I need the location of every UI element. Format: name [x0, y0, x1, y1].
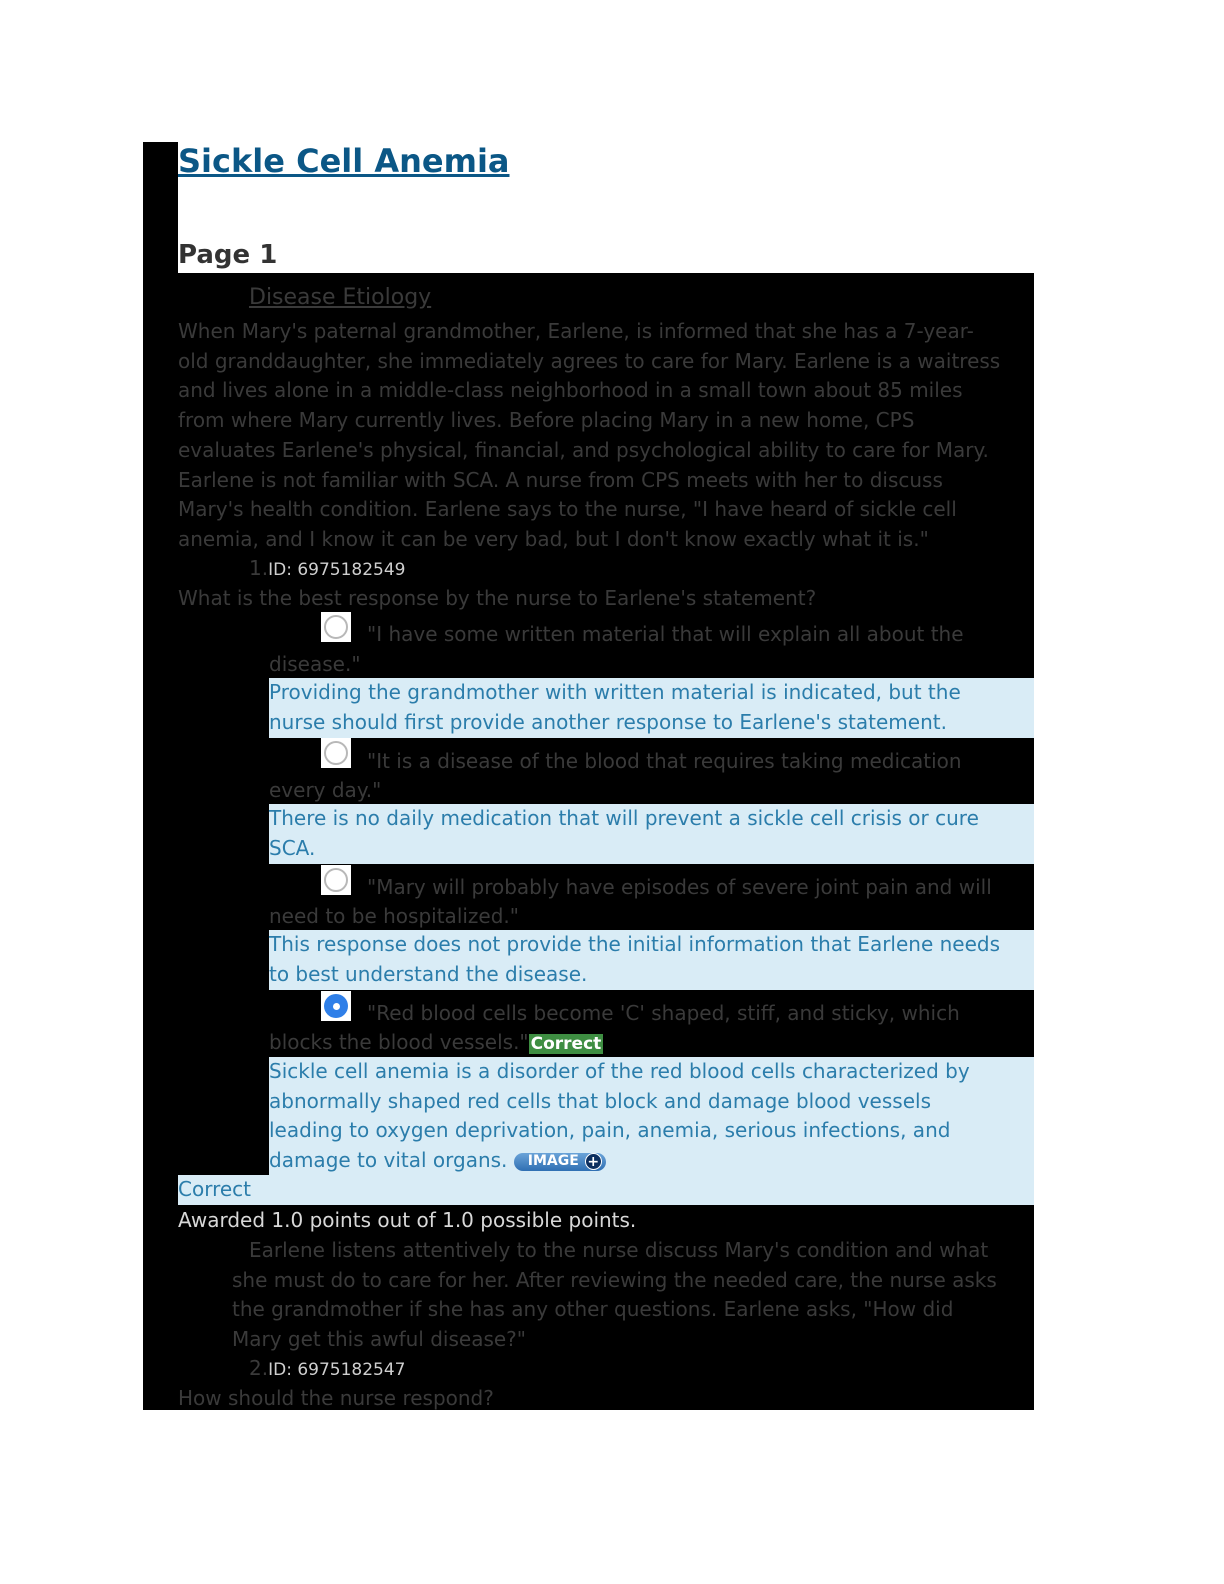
feedback-line: SCA.	[269, 835, 316, 860]
intro-line: Earlene is not familiar with SCA. A nurse from CPS meets with her to discuss	[178, 467, 943, 492]
scenario-line: Mary get this awful disease?"	[232, 1327, 526, 1352]
option-2-radio[interactable]	[321, 738, 351, 768]
option-1-radio[interactable]	[321, 612, 351, 642]
intro-paragraph	[178, 317, 1000, 555]
page-heading: Page 1	[178, 240, 278, 270]
feedback-line: damage to vital organs. IMAGE +	[269, 1146, 1034, 1176]
intro-line: and lives alone in a middle-class neighborhood in a small town about 85 miles	[178, 378, 963, 403]
intro-line: old granddaughter, she immediately agrees to care for Mary. Earlene is a waitress	[178, 348, 1001, 373]
intro-line: When Mary's paternal grandmother, Earlene, is informed that she has a 7-year-	[178, 319, 974, 343]
section-title: Disease Etiology	[249, 285, 432, 310]
points-awarded: Awarded 1.0 points out of 1.0 possible points.	[178, 1208, 637, 1232]
option-3-radio[interactable]	[321, 865, 351, 895]
option-4-text-end: blocks the blood vessels."	[269, 1030, 529, 1054]
intro-line: evaluates Earlene's physical, financial, and psychological ability to care for Mary.	[178, 437, 989, 462]
redaction-left-column	[143, 142, 178, 1410]
feedback-line: There is no daily medication that will prevent a sickle cell crisis or cure	[269, 806, 979, 830]
plus-icon: +	[585, 1153, 602, 1170]
correct-badge: Correct	[530, 1034, 602, 1054]
option-2-text: "It is a disease of the blood that requires taking medication	[367, 749, 962, 773]
question-id: ID: 6975182547	[268, 1360, 406, 1380]
view-image-button[interactable]: IMAGE +	[514, 1153, 606, 1171]
option-4-text-cont	[269, 1028, 603, 1060]
question-number: 2.	[249, 1356, 269, 1380]
option-3-text: "Mary will probably have episodes of severe joint pain and will	[367, 875, 992, 899]
intro-line: Mary's health condition. Earlene says to the nurse, "I have heard of sickle cell	[178, 497, 957, 522]
option-4-text: "Red blood cells become 'C' shaped, stiff, and sticky, which	[367, 1001, 960, 1025]
feedback-line: nurse should first provide another response to Earlene's statement.	[269, 709, 947, 734]
option-3-feedback	[269, 930, 1034, 990]
feedback-line: Providing the grandmother with written material is indicated, but the	[269, 680, 961, 704]
question-number: 1.	[249, 556, 269, 580]
feedback-line: Sickle cell anemia is a disorder of the red blood cells characterized by	[269, 1059, 970, 1083]
feedback-line: abnormally shaped red cells that block and damage blood vessels	[269, 1088, 931, 1113]
intro-line: anemia, and I know it can be very bad, but I don't know exactly what it is."	[178, 526, 929, 551]
option-1-text-cont: disease."	[269, 652, 361, 676]
option-3-text-cont: need to be hospitalized."	[269, 904, 519, 928]
question-1-header	[249, 556, 406, 580]
option-4-radio-selected[interactable]	[321, 991, 351, 1021]
question-1-result: Correct	[178, 1175, 1034, 1205]
feedback-line: leading to oxygen deprivation, pain, anemia, serious infections, and	[269, 1118, 951, 1143]
option-2-text-cont: every day."	[269, 778, 382, 802]
option-2-feedback	[269, 804, 1034, 864]
feedback-line: This response does not provide the initial information that Earlene needs	[269, 932, 1001, 956]
option-1-text: "I have some written material that will explain all about the	[367, 622, 964, 646]
question-id: ID: 6975182549	[268, 560, 406, 580]
scenario-line: Earlene listens attentively to the nurse discuss Mary's condition and what	[249, 1238, 989, 1262]
intro-line: from where Mary currently lives. Before placing Mary in a new home, CPS	[178, 408, 915, 433]
scenario-line: she must do to care for her. After reviewing the needed care, the nurse asks	[232, 1267, 997, 1292]
question-1-prompt: What is the best response by the nurse to Earlene's statement?	[178, 586, 817, 610]
option-4-feedback	[269, 1057, 1034, 1175]
feedback-line: to best understand the disease.	[269, 961, 588, 986]
document-title[interactable]: Sickle Cell Anemia	[178, 142, 510, 180]
question-2-header	[249, 1356, 406, 1380]
scenario-line: the grandmother if she has any other questions. Earlene asks, "How did	[232, 1297, 954, 1322]
question-2-prompt: How should the nurse respond?	[178, 1386, 494, 1410]
option-1-feedback	[269, 678, 1034, 738]
scenario-2-paragraph	[232, 1236, 997, 1355]
